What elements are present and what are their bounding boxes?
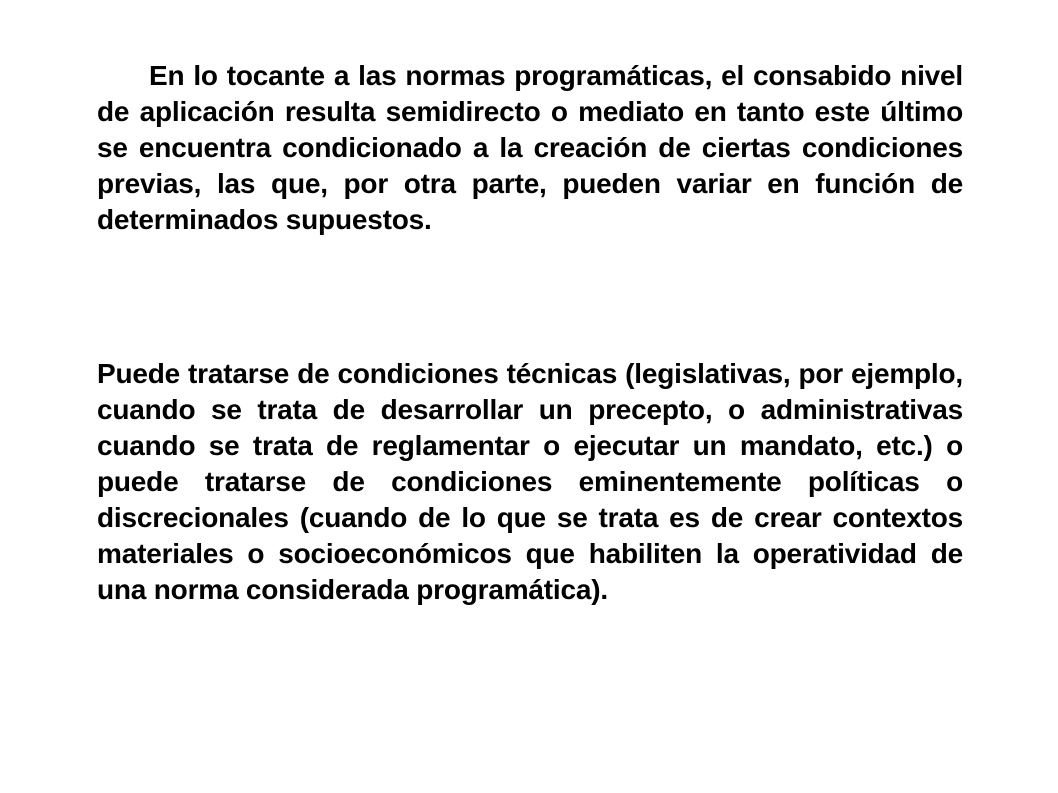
paragraph-normas-programaticas: En lo tocante a las normas programáticas, el consabido nivel de aplicación resulta semidirecto o mediato en tanto este último se encuentra condicionado a la creación de ciertas condiciones previas, las que, por otra parte, pueden variar en función de determinados supuestos. <box>97 60 963 235</box>
paragraph-condiciones: Puede tratarse de condiciones técnicas (legislativas, por ejemplo, cuando se trata de desarrollar un precepto, o administrativas cuando se trata de reglamentar o ejecutar un mandato, etc.) o puede tratarse de condiciones eminentemente políticas o discrecionales (cuando de lo que se trata es de crear contextos materiales o socioeconómicos que habiliten la operatividad de una norma considerada programática). <box>97 358 963 605</box>
